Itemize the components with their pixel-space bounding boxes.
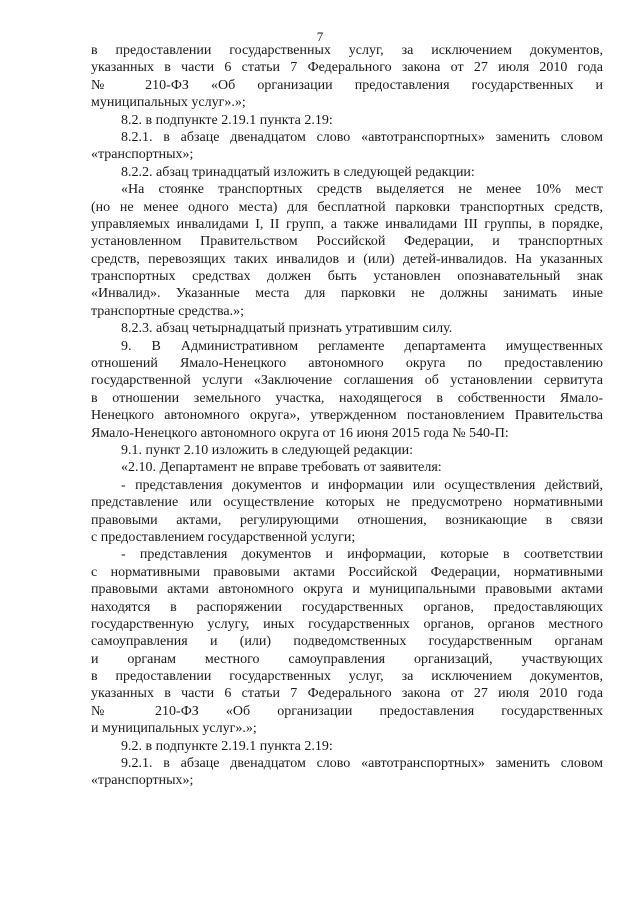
text-line: 9.1. пункт 2.10 изложить в следующей редакции: (121, 442, 413, 458)
text-line: средств, перевозящих таких инвалидов и (или) детей-инвалидов. На указанных (91, 251, 603, 267)
text-line: № 210-ФЗ «Об организации предоставления государственных и (91, 77, 603, 93)
text-line: «2.10. Департамент не вправе требовать от заявителя: (121, 460, 442, 476)
text-line: 9. В Административном регламенте департамента имущественных (121, 338, 603, 354)
text-line: 8.2.1. в абзаце двенадцатом слово «автотранспортных» заменить словом (121, 129, 603, 145)
page-number: 7 (316, 29, 324, 44)
text-line: находятся в распоряжении государственных органов, предоставляющих (91, 599, 603, 615)
text-line: 8.2.3. абзац четырнадцатый признать утратившим силу. (121, 321, 453, 337)
text-line: в предоставлении государственных услуг, за исключением документов, (91, 43, 603, 58)
text-line: правовыми актами, регулирующими отношения, возникающие в связи (91, 512, 603, 528)
text-line: самоуправления и (или) подведомственных государственным органам (91, 634, 603, 650)
text-line: установленном Правительством Российской Федерации, и транспортных (91, 234, 603, 250)
text-line: транспортные средства.»; (91, 303, 244, 319)
text-line: (но не менее одного места) для бесплатной парковки транспортных средств, (91, 199, 603, 215)
text-line: и муниципальных услуг».»; (91, 721, 257, 737)
text-line: указанных в части 6 статьи 7 Федерального закона от 27 июля 2010 года (91, 60, 603, 76)
text-line: «транспортных»; (91, 147, 194, 163)
text-line: с нормативными правовыми актами Российской Федерации, нормативными (91, 564, 603, 580)
text-line: Ямало-Ненецкого автономного округа от 16 июня 2015 года № 540-П: (91, 425, 509, 441)
text-line: и органам местного самоуправления организаций, участвующих (91, 651, 603, 667)
text-line: 8.2.2. абзац тринадцатый изложить в следующей редакции: (121, 164, 475, 180)
text-line: в предоставлении государственных услуг, за исключением документов, (91, 669, 603, 685)
text-line: «транспортных»; (91, 773, 194, 789)
text-line: в отношении земельного участка, находящегося в собственности Ямало- (91, 390, 603, 406)
text-line: 9.2.1. в абзаце двенадцатом слово «автотранспортных» заменить словом (121, 756, 603, 772)
text-line: с предоставлением государственной услуги; (91, 529, 356, 545)
text-line: транспортных средствах должен быть установлен опознавательный знак (91, 269, 603, 285)
text-line: отношений Ямало-Ненецкого автономного округа по предоставлению (91, 356, 603, 372)
text-line: указанных в части 6 статьи 7 Федерального закона от 27 июля 2010 года (91, 686, 603, 702)
text-line: «Инвалид». Указанные места для парковки не должны занимать иные (91, 286, 603, 302)
text-line: Ненецкого автономного округа», утвержденном постановлением Правительства (91, 408, 603, 424)
text-line: 9.2. в подпункте 2.19.1 пункта 2.19: (121, 738, 333, 754)
text-line: правовыми актами автономного округа и муниципальными правовыми актами (91, 582, 603, 598)
text-line: муниципальных услуг».»; (91, 95, 246, 111)
text-line: - представления документов и информации, которые в соответствии (121, 547, 603, 563)
text-line: «На стоянке транспортных средств выделяется не менее 10% мест (121, 182, 603, 198)
text-line: 8.2. в подпункте 2.19.1 пункта 2.19: (121, 112, 333, 128)
document-body (91, 42, 603, 790)
text-line: представление или осуществление которых не предусмотрено нормативными (91, 495, 603, 511)
text-line: управляемых инвалидами I, II групп, а также инвалидами III группы, в порядке, (91, 216, 603, 232)
text-line: государственной услуги «Заключение соглашения об установлении сервитута (91, 373, 603, 389)
text-line: государственную услугу, иных государственных органов, органов местного (91, 616, 603, 632)
text-line: № 210-ФЗ «Об организации предоставления государственных (91, 703, 603, 719)
text-line: - представления документов и информации или осуществления действий, (121, 477, 603, 493)
